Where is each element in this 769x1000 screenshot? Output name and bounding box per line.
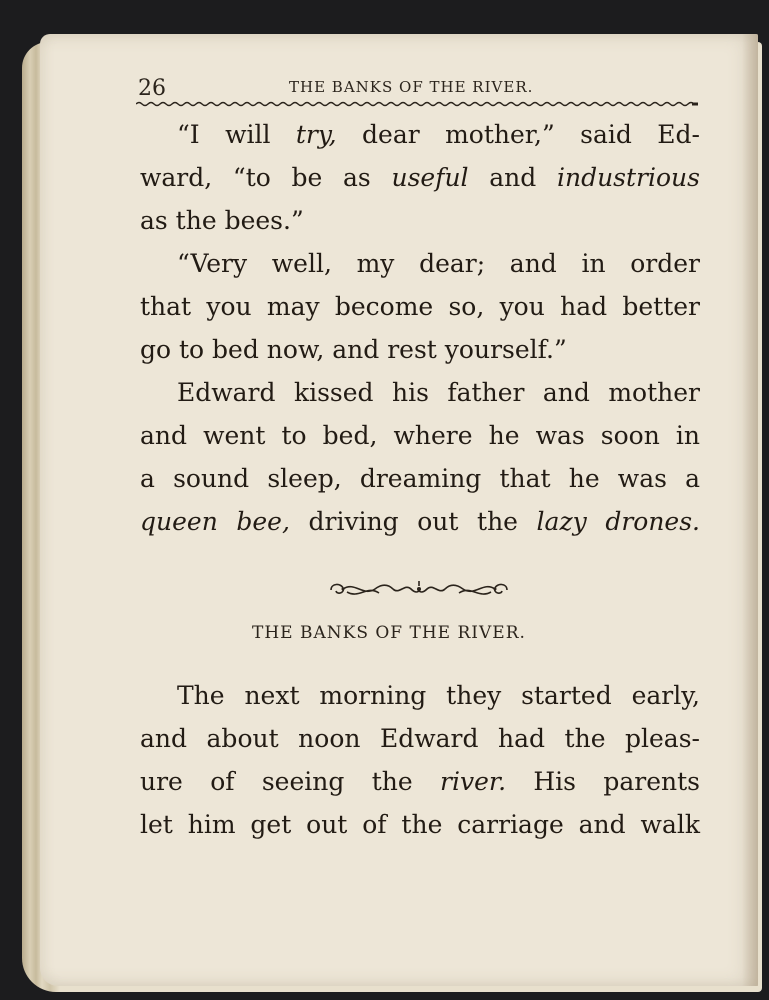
body-text — [140, 113, 700, 543]
page-gutter-shadow — [742, 34, 758, 986]
running-head — [138, 72, 698, 100]
text-line — [140, 156, 700, 199]
italic-text: queen bee, — [140, 507, 290, 536]
italic-text: try, — [295, 120, 337, 149]
text-line — [140, 371, 700, 414]
text-line — [140, 285, 700, 328]
text-run: go to bed now, and rest yourself.” — [140, 335, 567, 364]
text-run: ure of seeing the — [140, 767, 441, 796]
italic-text: industrious — [556, 163, 700, 192]
text-run: a sound sleep, dreaming that he was a — [140, 464, 700, 493]
text-line — [140, 717, 700, 760]
italic-text: useful — [391, 163, 469, 192]
text-line — [140, 674, 700, 717]
decorative-scroll-icon — [323, 577, 515, 603]
text-line — [140, 199, 700, 242]
text-run: driving out the — [289, 507, 537, 536]
text-run: and — [468, 163, 557, 192]
text-run: The next morning they started early, — [177, 681, 700, 710]
running-head-title: THE BANKS OF THE RIVER. — [289, 78, 534, 96]
italic-text: lazy drones. — [536, 507, 700, 536]
body-text-continued — [140, 674, 700, 846]
text-line — [140, 414, 700, 457]
text-run: and went to bed, where he was soon in — [140, 421, 700, 450]
text-line — [140, 242, 700, 285]
italic-text: river. — [440, 767, 507, 796]
text-run: “Very well, my dear; and in order — [177, 249, 700, 278]
text-line — [140, 113, 700, 156]
wavy-rule-divider — [136, 101, 698, 107]
text-line — [140, 803, 700, 846]
page-number: 26 — [138, 76, 166, 101]
text-run: “I will — [177, 120, 296, 149]
text-run: as the bees.” — [140, 206, 304, 235]
text-run: dear mother,” said Ed- — [336, 120, 700, 149]
text-run: Edward kissed his father and mother — [177, 378, 700, 407]
text-run: that you may become so, you had better — [140, 292, 700, 321]
text-line — [140, 328, 700, 371]
text-run: His parents — [506, 767, 700, 796]
text-line — [140, 500, 700, 543]
section-heading: THE BANKS OF THE RIVER. — [252, 623, 526, 643]
text-line — [140, 760, 700, 803]
text-run: ward, “to be as — [140, 163, 392, 192]
text-run: and about noon Edward had the pleas- — [140, 724, 700, 753]
text-line — [140, 457, 700, 500]
text-run: let him get out of the carriage and walk — [140, 810, 700, 839]
